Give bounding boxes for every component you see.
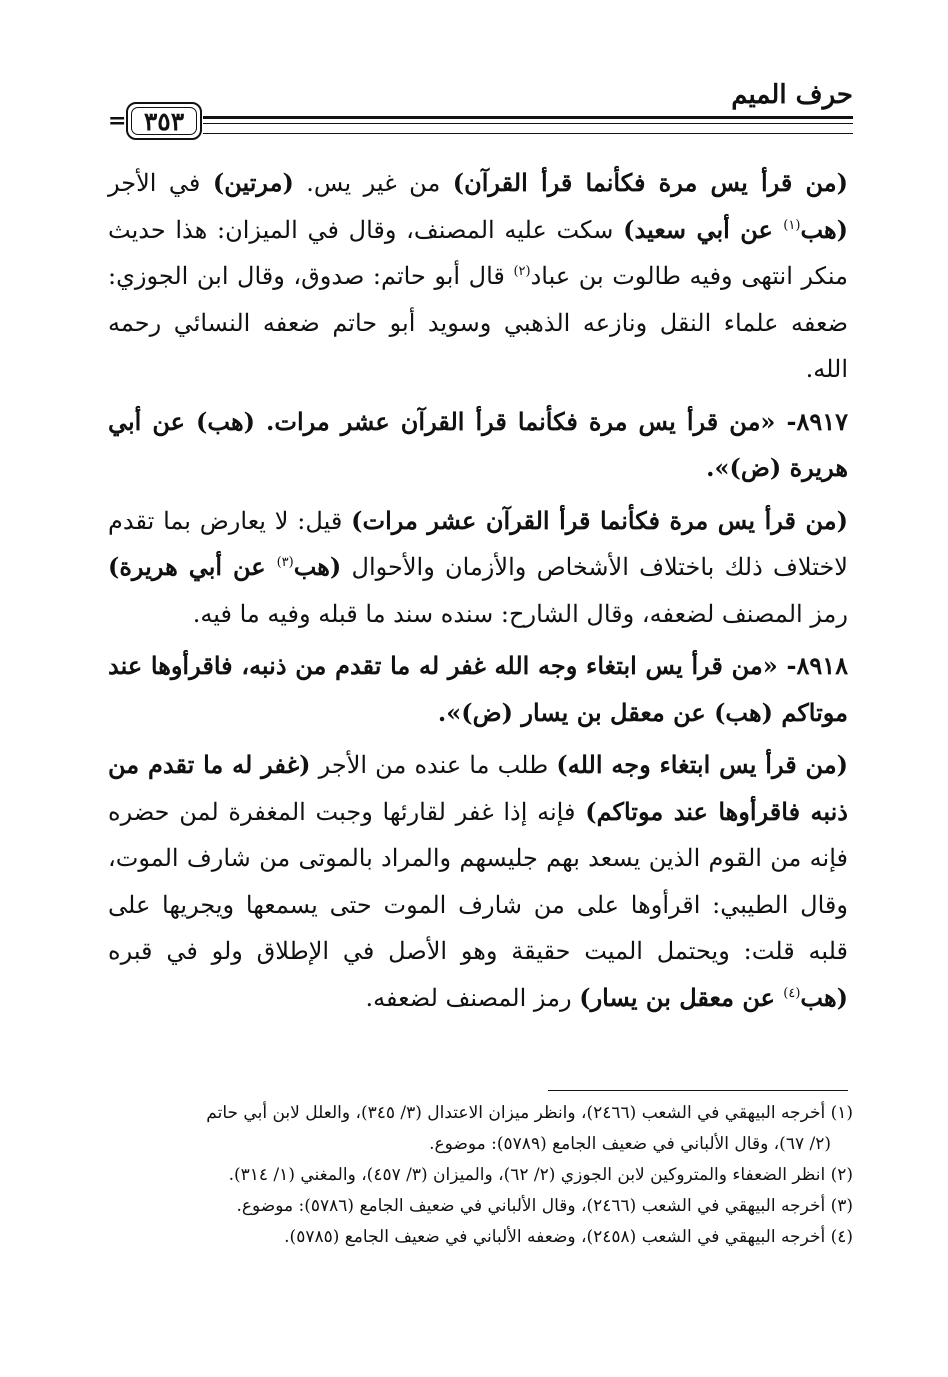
hadith-text: «من قرأ يس مرة فكأنما قرأ القرآن عشر مرات. (هب) عن أبي هريرة (ض)». [108, 406, 848, 482]
footnote-1: (١) أخرجه البيهقي في الشعب (٢٤٦٦)، وانظر ميزان الاعتدال (٣/ ٣٤٥)، والعلل لابن أبي حاتم [206, 1103, 853, 1123]
quote-bold: (غفر له ما تقدم من ذنبه فاقرأوها عند موتاكم) [108, 750, 848, 826]
header-rule [203, 116, 853, 134]
quote-bold: (مرتين) [212, 168, 294, 197]
hadith-number: ٨٩١٧- [775, 406, 849, 436]
footnote-ref: (٢) [513, 264, 531, 279]
footnote-1-continued: (٢/ ٦٧)، وقال الألباني في ضعيف الجامع (٥٧٨٩): موضوع. [429, 1134, 831, 1154]
paragraph-commentary-3 [108, 742, 848, 1021]
header-equals-mark: = [108, 108, 127, 134]
source-bold: (هب [800, 214, 849, 244]
footnote-ref: (٣) [276, 555, 294, 570]
footnote-4: (٤) أخرجه البيهقي في الشعب (٢٤٥٨)، وضعفه الألباني في ضعيف الجامع (٥٧٨٥). [284, 1227, 853, 1247]
running-title: حرف الميم [731, 80, 853, 110]
paragraph-commentary-1 [108, 160, 848, 393]
page-number: ٣٥٣ [143, 106, 185, 136]
source-bold: عن أبي سعيد) [623, 214, 784, 244]
footnote-ref: (٤) [783, 985, 801, 1001]
text-run: رمز المصنف لضعفه. [365, 983, 580, 1012]
hadith-8918 [108, 643, 848, 736]
text-run: في الأجر [108, 169, 213, 197]
quote-bold: (من قرأ يس مرة فكأنما قرأ القرآن عشر مرات) [351, 505, 848, 535]
text-run: رمز المصنف لضعفه، وقال الشارح: سنده سند ما قبله وفيه ما فيه. [192, 599, 848, 628]
footnote-divider [548, 1090, 848, 1091]
text-run: قال أبو حاتم: صدوق، وقال ابن الجوزي: ضعفه علماء النقل ونازعه الذهبي وسويد أبو حاتم ضعفه النسائي رحمه الله. [108, 262, 848, 383]
footnotes [108, 1098, 853, 1253]
source-bold: عن معقل بن يسار) [579, 982, 784, 1012]
source-bold: (هب [800, 982, 848, 1012]
main-text [108, 160, 848, 1027]
quote-bold: (من قرأ يس ابتغاء وجه الله) [556, 750, 848, 779]
hadith-text: «من قرأ يس ابتغاء وجه الله غفر له ما تقدم من ذنبه، فاقرأوها عند موتاكم (هب) عن معقل بن يسار (ض)». [108, 651, 848, 727]
footnote-ref: (١) [783, 217, 801, 233]
hadith-8917 [108, 399, 848, 492]
text-run: من غير يس. [293, 169, 453, 197]
text-run: فإنه إذا غفر لقارئها وجبت المغفرة لمن حضره فإنه من القوم الذين يسعد بهم جليسهم والمراد بالموتى من شارف الموت، وقال الطيبي: اقرأوها على من شارف الموت حتى يسمعها ويجريها على قلبه قلت: ويحتمل الميت حقيقة وهو الأصل في الإطلاق ولو في قبره [108, 797, 848, 965]
page-number-box [126, 102, 202, 140]
hadith-number: ٨٩١٨- [777, 651, 848, 680]
page-header [108, 80, 853, 140]
text-run: طلب ما عنده من الأجر [310, 751, 557, 779]
footnote-3: (٣) أخرجه البيهقي في الشعب (٢٤٦٦)، وقال الألباني في ضعيف الجامع (٥٧٨٦): موضوع. [236, 1196, 853, 1216]
footnote-2: (٢) انظر الضعفاء والمتروكين لابن الجوزي (٢/ ٦٢)، والميزان (٣/ ٤٥٧)، والمغني (١/ ٣١٤). [228, 1165, 853, 1185]
quote-bold: (من قرأ يس مرة فكأنما قرأ القرآن) [452, 168, 849, 197]
source-bold: (هب [293, 552, 342, 581]
source-bold: عن أبي هريرة) [108, 552, 277, 581]
paragraph-commentary-2 [108, 498, 848, 638]
text-run: قيل: لا يعارض بما تقدم لاختلاف ذلك باختلاف الأشخاص والأزمان والأحوال [108, 506, 848, 581]
text-run: سكت عليه المصنف، وقال في الميزان: هذا حديث منكر انتهى وفيه طالوت بن عباد [108, 215, 849, 290]
